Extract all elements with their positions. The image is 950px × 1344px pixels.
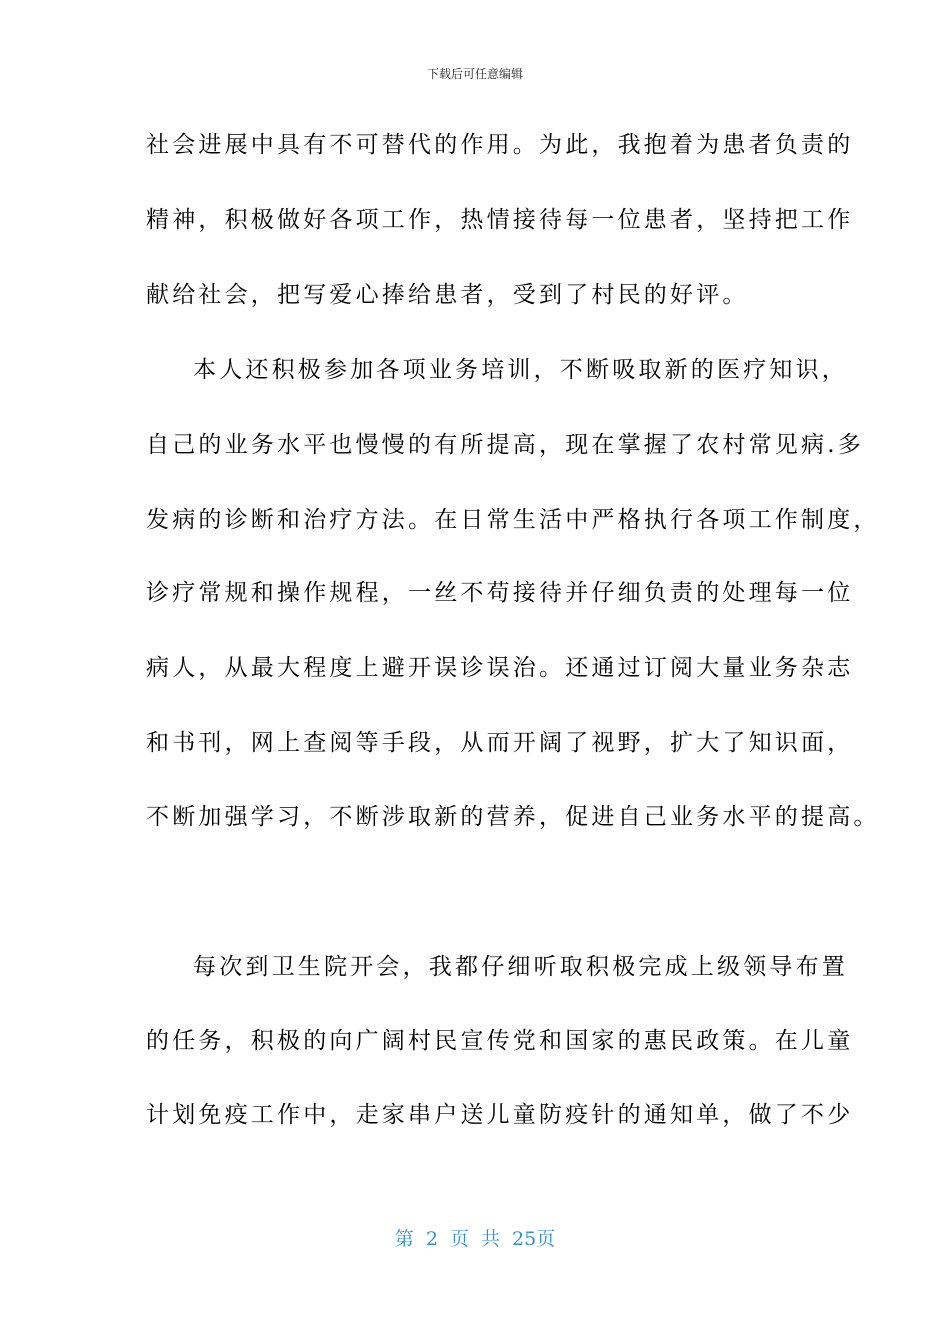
text-line: 每次到卫生院开会，我都仔细听取积极完成上级领导布置 [193, 954, 848, 980]
text-line: 计划免疫工作中，走家串户送儿童防疫针的通知单，做了不少 [146, 1102, 854, 1128]
page-number: 第 2 页 共 25页 [394, 1228, 556, 1250]
text-line: 的任务，积极的向广阔村民宣传党和国家的惠民政策。在儿童 [146, 1028, 854, 1054]
text-line: 精神，积极做好各项工作，热情接待每一位患者，坚持把工作 [146, 207, 854, 233]
text-line: 社会进展中具有不可替代的作用。为此，我抱着为患者负责的 [146, 132, 854, 158]
header-note: 下载后可任意编辑 [426, 67, 523, 81]
text-line: 献给社会，把写爱心捧给患者，受到了村民的好评。 [146, 282, 749, 308]
text-line: 发病的诊断和治疗方法。在日常生活中严格执行各项工作制度， [146, 507, 880, 533]
text-line: 本人还积极参加各项业务培训，不断吸取新的医疗知识， [193, 357, 848, 383]
text-line: 病人，从最大程度上避开误诊误治。还通过订阅大量业务杂志 [146, 655, 854, 681]
text-line: 不断加强学习，不断涉取新的营养，促进自己业务水平的提高。 [146, 804, 880, 830]
text-line: 自己的业务水平也慢慢的有所提高，现在掌握了农村常见病.多 [146, 432, 864, 458]
text-line: 和书刊，网上查阅等手段，从而开阔了视野，扩大了知识面， [146, 730, 854, 756]
text-line: 诊疗常规和操作规程，一丝不苟接待并仔细负责的处理每一位 [146, 580, 854, 606]
